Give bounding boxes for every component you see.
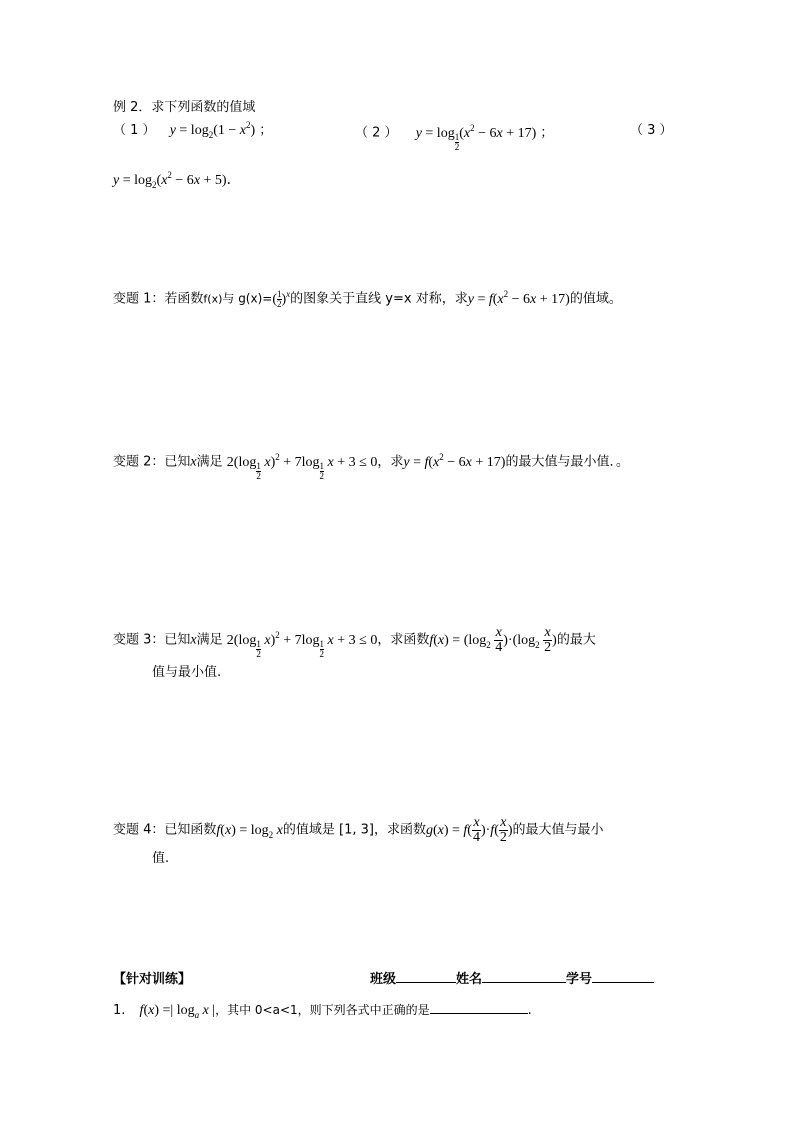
name-field[interactable]: [482, 982, 566, 983]
separator: ；: [540, 125, 554, 141]
item-number-1: （ 1 ）: [113, 123, 156, 138]
variant-4-label: 变题 4：已知函数: [113, 822, 217, 838]
training-question-1: 1. f(x) =| $\log_a x$ |，其中 0<a<1，则下列各式中正确的是 .: [113, 1003, 532, 1020]
training-heading: 【针对训练】: [113, 972, 192, 987]
name-label: 姓名: [456, 972, 483, 987]
variant-4: 变题 4：已知函数$f(x) = \log_2 x$的值域是 [1, 3]，求函数g(x) = f( $\frac{x}{4}$ )·f( $\frac{x}{2}$ )的最大值与最小: [113, 815, 604, 845]
variant-4-line-2: 值.: [152, 851, 170, 866]
separator: ；: [259, 123, 273, 138]
id-label: 学号: [566, 972, 593, 987]
question-number: 1.: [113, 1003, 126, 1018]
example-2-title: 例 2．求下列函数的值域: [113, 100, 256, 115]
item-number-2: （ 2 ）: [355, 125, 398, 141]
example-2-item-3: $y = \log_2(x^2 - 6x + 5)$．: [113, 170, 241, 190]
id-field[interactable]: [592, 982, 654, 983]
variant-2-label: 变题 2：已知: [113, 454, 191, 470]
class-field[interactable]: [396, 982, 456, 983]
variant-1: 变题 1：若函数f(x)与 g(x)=( $\frac{1}{2}$ )$^x$的图象关于直线 y=x 对称，求$y = f(x^2 - 6x + 17)$的值域。: [113, 288, 622, 309]
variant-2: 变题 2：已知x满足 2(log $\frac{1}{2}$ x)$^2$ + 7log $\frac{1}{2}$ x + 3 ≤ 0，求$y = f(x^2 - 6x + 17)$的最大值与最小值．。: [113, 451, 629, 481]
example-2-item-2: （ 2 ） y = log $\frac{1}{2}$ $(x^2 - 6x + 17)$ ；: [355, 122, 554, 152]
class-label: 班级: [370, 972, 397, 987]
variant-1-label: 变题 1：若函数: [113, 291, 204, 307]
variant-3-line-2: 值与最小值.: [152, 665, 222, 680]
student-info: [370, 973, 654, 986]
item-number-3: （ 3 ）: [630, 123, 673, 138]
variant-3-label: 变题 3：已知: [113, 632, 191, 648]
answer-blank[interactable]: [430, 1013, 528, 1014]
example-2-item-1: （ 1 ） $y = \log_2(1 - x^2)$ ；: [113, 120, 273, 140]
variant-3: 变题 3：已知x满足 2(log $\frac{1}{2}$ x)$^2$ + 7log $\frac{1}{2}$ x + 3 ≤ 0，求函数$f(x) = (\log_2$ $\frac{x}{4}$ )$\cdot(\log_2$ $\frac{x}{2}$ )的最大: [113, 625, 596, 659]
